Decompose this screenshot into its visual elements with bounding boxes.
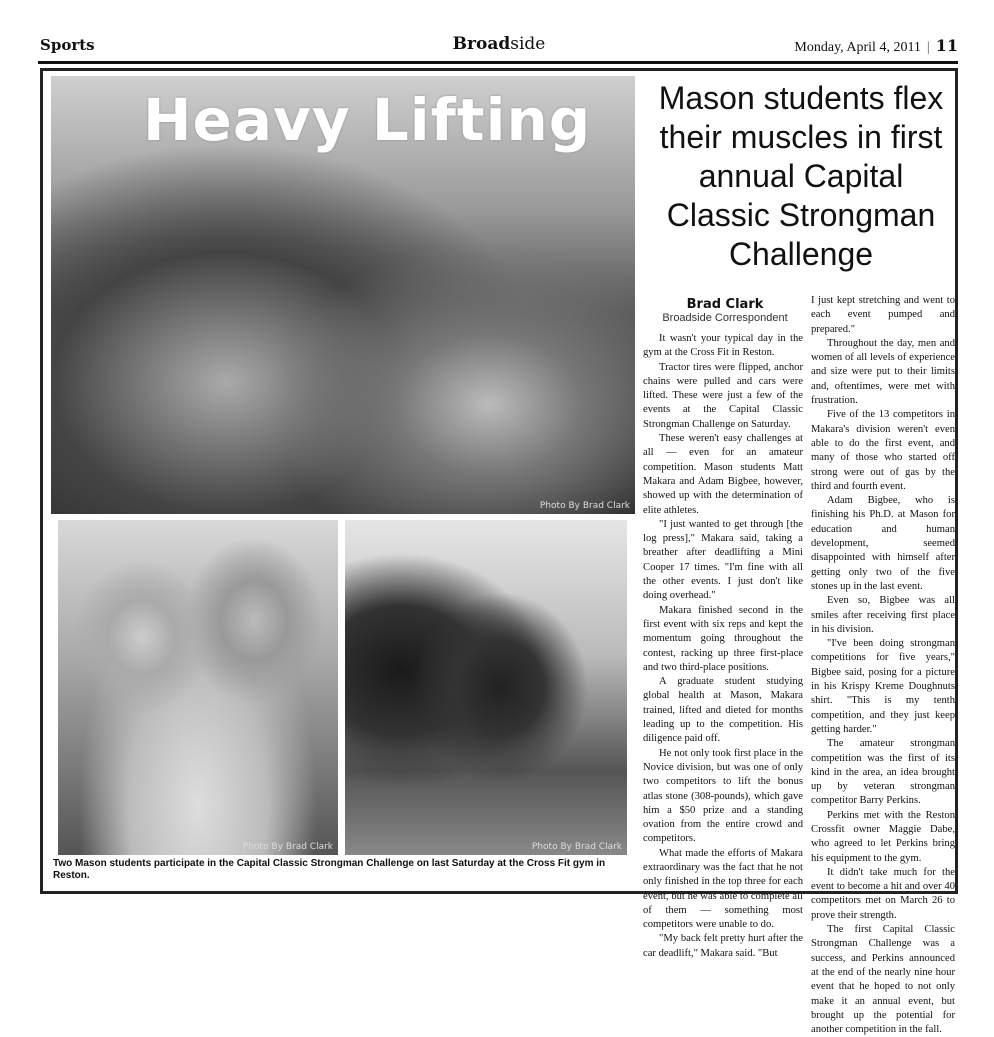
article-paragraph: Tractor tires were flipped, anchor chains were pulled and cars were lifted. These were just a few of the events at the Capital Classic Strongman Challenge on Saturday. bbox=[643, 361, 803, 430]
author-role: Broadside Correspondent bbox=[662, 312, 788, 324]
article-paragraph: The first Capital Classic Strongman Challenge was a success, and Perkins announced at the end of the nearly nine hour event that he hoped to not only make it an annual event, but brought up the potential for another competition in the fall. bbox=[811, 924, 955, 1036]
article-paragraph: Throughout the day, men and women of all levels of experience and size were put to their limits and, oftentimes, were met with frustration. bbox=[811, 337, 955, 407]
article-paragraph: He not only took first place in the Novice division, but was one of only two competitors to lift the bonus atlas stone (308-pounds), which gave him a $50 prize and a standing ovation from the entire crowd and competitors. bbox=[643, 747, 803, 845]
photo-overlay-title: Heavy Lifting bbox=[143, 86, 592, 154]
issue-date: Monday, April 4, 2011 bbox=[794, 40, 921, 55]
article-paragraph: Even so, Bigbee was all smiles after receiving first place in his division. bbox=[811, 595, 955, 635]
article-paragraph: Makara finished second in the first event with six reps and kept the momentum going throughout the contest, racking up three first-place and two third-place positions. bbox=[643, 604, 803, 673]
article-headline: Mason students flex their muscles in first annual Capital Classic Strongman Challenge bbox=[658, 80, 944, 272]
article-paragraph: Five of the 13 competitors in Makara's division weren't even able to do the first event, and many of those who started off strong were out of gas by the third and fourth event. bbox=[811, 409, 955, 492]
page-header bbox=[40, 34, 958, 58]
header-rule bbox=[38, 61, 958, 64]
article-paragraph: It wasn't your typical day in the gym at the Cross Fit in Reston. bbox=[643, 333, 803, 359]
main-photo bbox=[51, 76, 635, 514]
article-column-1 bbox=[643, 332, 803, 961]
article-column-2 bbox=[811, 294, 955, 1037]
article-paragraph: A graduate student studying global health at Mason, Makara trained, lifted and dieted for months leading up to the competition. His diligence paid off. bbox=[643, 676, 803, 745]
page-number: 11 bbox=[935, 36, 958, 55]
article-paragraph: The amateur strongman competition was the first of its kind in the area, an idea brought up by veteran strongman competitor Barry Perkins. bbox=[811, 738, 955, 807]
issue-date-block bbox=[794, 36, 958, 56]
photo-credit: Photo By Brad Clark bbox=[531, 842, 622, 852]
article-paragraph: "I just wanted to get through [the log press]," Makara said, taking a breather after deadlifting a Mini Cooper 17 times. "I'm fine with all the other events. I just don't like doing overhead." bbox=[643, 518, 803, 602]
article-paragraph: Perkins met with the Reston Crossfit owner Maggie Dabe, who agreed to let Perkins bring his equipment to the gym. bbox=[811, 809, 955, 864]
photo-credit: Photo By Brad Clark bbox=[539, 501, 630, 511]
masthead-rest: side bbox=[510, 34, 546, 54]
bottom-left-photo bbox=[58, 520, 338, 855]
separator: | bbox=[926, 40, 930, 55]
article-paragraph: I just kept stretching and went to each event pumped and prepared." bbox=[811, 295, 955, 335]
byline bbox=[645, 297, 805, 324]
photo-credit: Photo By Brad Clark bbox=[242, 842, 333, 852]
article-paragraph: "My back felt pretty hurt after the car deadlift," Makara said. "But bbox=[643, 933, 803, 959]
article-paragraph: These weren't easy challenges at all — even for an amateur competition. Mason students Matt Makara and Adam Bigbee, however, showed up with the determination of elite athletes. bbox=[643, 433, 803, 516]
author-name: Brad Clark bbox=[686, 297, 764, 312]
article-paragraph: It didn't take much for the event to become a hit and over 40 competitors met on March 26 to prove their strength. bbox=[811, 866, 955, 921]
article-box bbox=[40, 68, 958, 1036]
bottom-right-photo bbox=[345, 520, 627, 855]
section-label: Sports bbox=[40, 36, 95, 54]
photo-caption: Two Mason students participate in the Capital Classic Strongman Challenge on last Saturday at the Cross Fit gym in Reston. bbox=[53, 858, 606, 881]
article-paragraph: Adam Bigbee, who is finishing his Ph.D. at Mason for education and human development, seemed disappointed with himself after getting only two of the five stones up in the last event. bbox=[811, 495, 955, 592]
masthead-bold: Broad bbox=[452, 34, 511, 54]
article-paragraph: "I've been doing strongman competitions for five years," Bigbee said, posing for a picture in his Krispy Kreme Doughnuts shirt. "This is my tenth competition, and they just keep getting harder." bbox=[811, 638, 955, 735]
article-paragraph: What made the efforts of Makara extraordinary was the fact that he not only finished in the top three for each event, but he was able to complete all of them — something most competitors were unable to do. bbox=[643, 847, 803, 931]
